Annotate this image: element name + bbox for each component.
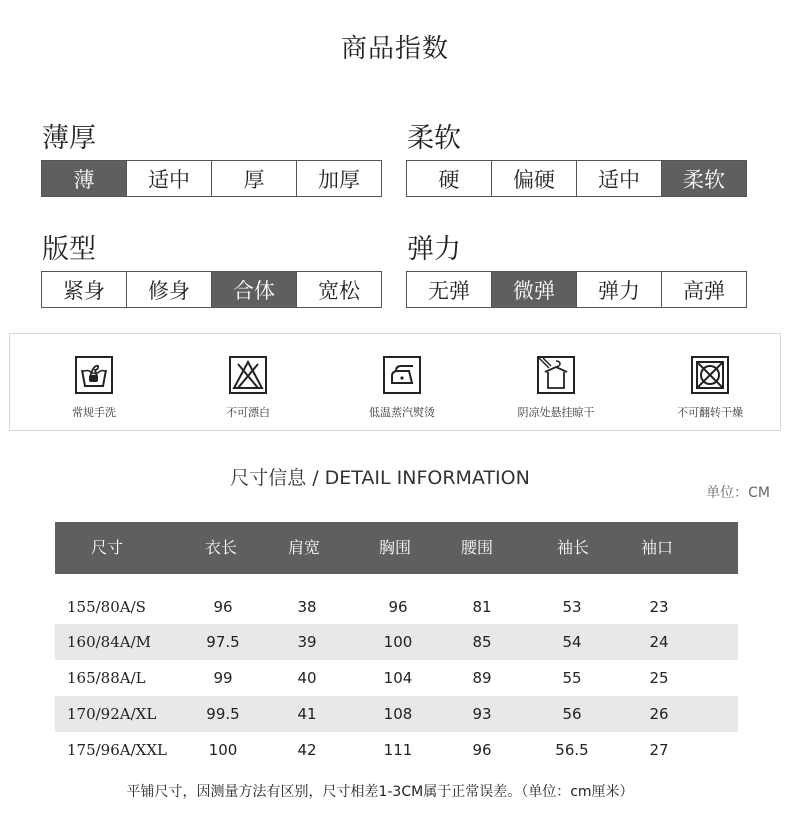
shoulder-cell: 42 [297, 741, 317, 759]
thickness-option: 适中 [126, 161, 211, 196]
size-cell: 160/84A/M [67, 633, 152, 651]
hand-wash-icon [75, 356, 113, 394]
header-cell: 衣长 [205, 538, 238, 557]
elasticity-option: 弹力 [576, 272, 661, 307]
shade-hang-dry-icon [537, 356, 575, 394]
care-label: 不可翻转干燥 [677, 406, 743, 419]
elasticity-option: 无弹 [407, 272, 491, 307]
sleeve-length-cell: 55 [562, 669, 582, 687]
waist-cell: 93 [472, 705, 492, 723]
measurement-note: 平铺尺寸，因测量方法有区别，尺寸相差1-3CM属于正常误差。（单位：cm厘米） [126, 784, 634, 800]
header-cell: 胸围 [379, 538, 412, 557]
thickness-option: 厚 [211, 161, 296, 196]
shoulder-cell: 40 [297, 669, 317, 687]
cuff-cell: 27 [649, 741, 669, 759]
table-row [55, 696, 738, 732]
unit-label: 单位：CM [706, 485, 770, 501]
softness-option: 适中 [576, 161, 661, 196]
cuff-cell: 23 [649, 598, 669, 616]
chest-cell: 104 [383, 669, 413, 687]
low-steam-iron-icon [383, 356, 421, 394]
care-instructions [9, 333, 781, 431]
softness-option: 硬 [407, 161, 491, 196]
softness-option: 柔软 [661, 161, 746, 196]
length-cell: 99 [213, 669, 233, 687]
header-cell: 尺寸 [91, 538, 124, 557]
elasticity-option: 高弹 [661, 272, 746, 307]
header-cell: 袖口 [641, 538, 674, 557]
elasticity-scale [406, 271, 747, 308]
size-cell: 170/92A/XL [67, 705, 157, 723]
header-cell: 袖长 [557, 538, 590, 557]
waist-cell: 85 [472, 633, 492, 651]
sleeve-length-cell: 54 [562, 633, 582, 651]
waist-cell: 89 [472, 669, 492, 687]
table-row [55, 589, 738, 625]
fit-label: 版型 [42, 234, 96, 265]
shoulder-cell: 39 [297, 633, 317, 651]
fit-scale [41, 271, 382, 308]
length-cell: 99.5 [206, 705, 240, 723]
chest-cell: 111 [383, 741, 413, 759]
shoulder-cell: 41 [297, 705, 317, 723]
care-label: 低温蒸汽熨烫 [369, 406, 435, 419]
sleeve-length-cell: 53 [562, 598, 582, 616]
chest-cell: 100 [383, 633, 413, 651]
care-label: 不可漂白 [226, 406, 270, 419]
thickness-scale [41, 160, 382, 197]
size-cell: 155/80A/S [67, 598, 146, 616]
waist-cell: 81 [472, 598, 492, 616]
waist-cell: 96 [472, 741, 492, 759]
thickness-option: 加厚 [296, 161, 381, 196]
softness-scale [406, 160, 747, 197]
fit-option: 合体 [211, 272, 296, 307]
care-label: 常规手洗 [72, 406, 116, 419]
softness-option: 偏硬 [491, 161, 576, 196]
fit-option: 紧身 [42, 272, 126, 307]
page-title: 商品指数 [340, 34, 449, 64]
length-cell: 96 [213, 598, 233, 616]
size-section-title: 尺寸信息 / DETAIL INFORMATION [230, 467, 530, 489]
thickness-option: 薄 [42, 161, 126, 196]
header-cell: 肩宽 [288, 538, 321, 557]
table-row [55, 732, 738, 768]
no-tumble-dry-icon [691, 356, 729, 394]
size-cell: 175/96A/XXL [67, 741, 167, 759]
cuff-cell: 24 [649, 633, 669, 651]
care-label: 阴凉处悬挂晾干 [517, 406, 595, 419]
elasticity-label: 弹力 [407, 234, 461, 265]
length-cell: 100 [208, 741, 238, 759]
fit-option: 修身 [126, 272, 211, 307]
cuff-cell: 25 [649, 669, 669, 687]
size-table-header [55, 522, 738, 574]
length-cell: 97.5 [206, 633, 240, 651]
table-row [55, 660, 738, 696]
shoulder-cell: 38 [297, 598, 317, 616]
size-cell: 165/88A/L [67, 669, 146, 687]
thickness-label: 薄厚 [42, 123, 96, 154]
chest-cell: 96 [388, 598, 408, 616]
sleeve-length-cell: 56 [562, 705, 582, 723]
header-cell: 腰围 [461, 538, 494, 557]
fit-option: 宽松 [296, 272, 381, 307]
sleeve-length-cell: 56.5 [555, 741, 589, 759]
table-row [55, 624, 738, 660]
chest-cell: 108 [383, 705, 413, 723]
elasticity-option: 微弹 [491, 272, 576, 307]
softness-label: 柔软 [407, 123, 461, 154]
cuff-cell: 26 [649, 705, 669, 723]
no-bleach-icon [229, 356, 267, 394]
